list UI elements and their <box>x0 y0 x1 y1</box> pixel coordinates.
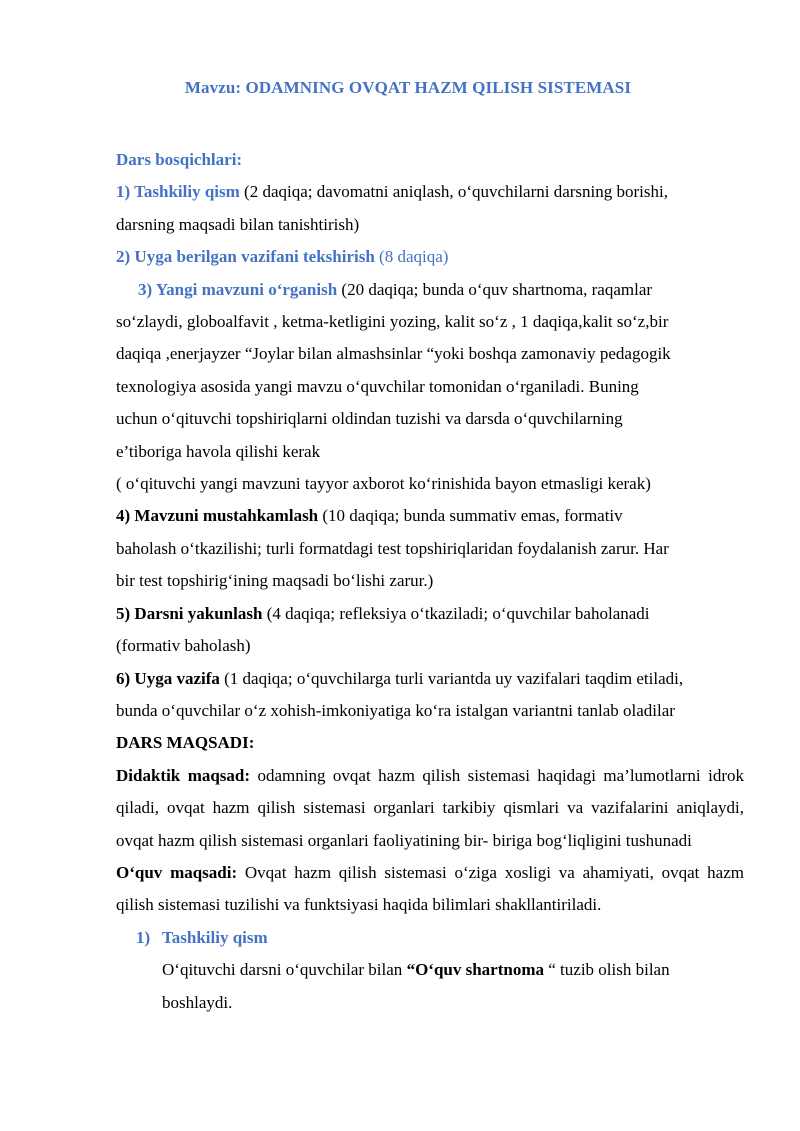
stage-3-line: so‘zlaydi, globoalfavit , ketma-ketligini yozing, kalit so‘z , 1 daqiqa,kalit so‘z,bir <box>116 312 669 332</box>
stage-3-line: daqiqa ,enerjayzer “Joylar bilan almashsinlar “yoki boshqa zamonaviy pedagogik <box>116 344 671 364</box>
document-body <box>116 144 744 1019</box>
stage-3-label: 3) Yangi mavzuni o‘rganish <box>138 279 338 299</box>
stage-6-label: 6) Uyga vazifa <box>116 668 220 688</box>
didactic-goal-text: odamning ovqat hazm qilish sistemasi haqidagi ma’lumotlarni idrok qiladi, ovqat hazm qilish sistemasi organlari tarkibiy qismlari va vazifalarini aniqlaydi, ovqat hazm qilish sistemasi organlari faoliyatining bir- biriga bog‘liqligini tushunadi <box>116 765 744 850</box>
list-text-after: “ tuzib olish bilan <box>544 960 670 980</box>
learning-goal <box>116 857 744 922</box>
goals-heading: DARS MAQSADI: <box>116 733 255 753</box>
stage-3-line: e’tiboriga havola qilishi kerak <box>116 441 321 461</box>
list-item-body <box>116 954 744 1019</box>
stage-4 <box>116 500 744 597</box>
stage-3-line: (20 daqiqa; bunda o‘quv shartnoma, raqamlar <box>337 279 653 299</box>
stage-1-label: 1) Tashkiliy qism <box>116 182 240 202</box>
learning-goal-label: O‘quv maqsadi: <box>116 862 238 882</box>
stage-5-label: 5) Darsni yakunlash <box>116 603 263 623</box>
stage-6 <box>116 663 744 728</box>
stage-4-label: 4) Mavzuni mustahkamlash <box>116 506 319 526</box>
stage-3 <box>116 274 744 501</box>
stage-3-line: uchun o‘qituvchi topshiriqlarni oldindan tuzishi va darsda o‘quvchilarning <box>116 409 623 429</box>
list-number: 1) <box>136 927 151 947</box>
stage-3-line: ( o‘qituvchi yangi mavzuni tayyor axborot ko‘rinishida bayon etmasligi kerak) <box>116 474 651 494</box>
stage-5 <box>116 598 744 663</box>
stage-6-line: (1 daqiqa; o‘quvchilarga turli variantda uy vazifalari taqdim etiladi, <box>219 668 684 688</box>
didactic-goal <box>116 760 744 857</box>
stage-3-line: texnologiya asosida yangi mavzu o‘quvchilar tomonidan o‘rganiladi. Buning <box>116 376 639 396</box>
stage-5-line: (4 daqiqa; refleksiya o‘tkaziladi; o‘quvchilar baholanadi <box>262 603 650 623</box>
stage-1 <box>116 176 744 241</box>
stages-heading: Dars bosqichlari: <box>116 150 243 169</box>
stage-5-line: (formativ baholash) <box>116 636 251 656</box>
list-text-line2: boshlaydi. <box>162 992 233 1012</box>
stage-4-line: bir test topshirig‘ining maqsadi bo‘lishi zarur.) <box>116 571 434 591</box>
stage-4-line: (10 daqiqa; bunda summativ emas, formativ <box>318 506 623 526</box>
learning-goal-text: Ovqat hazm qilish sistemasi o‘ziga xosligi va ahamiyati, ovqat hazm qilish sistemasi tuzilishi va funktsiyasi haqida bilimlari shakllantiriladi. <box>116 862 744 915</box>
list-bold-text: “O‘quv shartnoma <box>406 960 544 980</box>
stage-1-text-1: (2 daqiqa; davomatni aniqlash, o‘quvchilarni darsning borishi, <box>239 182 668 202</box>
stage-1-text-2: darsning maqsadi bilan tanishtirish) <box>116 214 360 234</box>
stage-2 <box>116 241 744 273</box>
list-heading: Tashkiliy qism <box>162 927 268 947</box>
list-item <box>116 922 744 954</box>
page-title: Mavzu: ODAMNING OVQAT HAZM QILISH SISTEMASI <box>184 78 632 97</box>
stage-6-line: bunda o‘quvchilar o‘z xohish-imkoniyatiga ko‘ra istalgan variantni tanlab oladilar <box>116 700 675 720</box>
stage-2-label: 2) Uyga berilgan vazifani tekshirish <box>116 247 375 267</box>
list-text-before: O‘qituvchi darsni o‘quvchilar bilan <box>162 960 407 980</box>
stage-4-line: baholash o‘tkazilishi; turli formatdagi test topshiriqlaridan foydalanish zarur. Har <box>116 538 669 558</box>
didactic-goal-label: Didaktik maqsad: <box>116 765 251 785</box>
stage-2-text: (8 daqiqa) <box>374 247 449 267</box>
